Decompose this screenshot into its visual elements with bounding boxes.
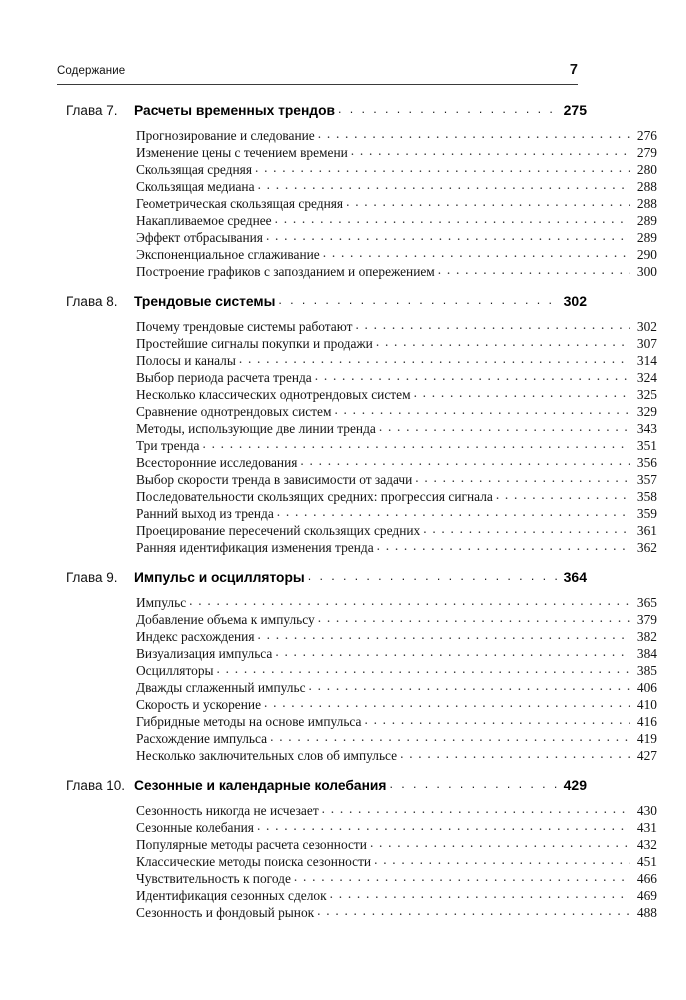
- toc-entry-row[interactable]: [66, 744, 657, 761]
- entry-page-number: 410: [636, 697, 657, 712]
- entry-title[interactable]: Сезонные колебания: [136, 820, 254, 835]
- toc-entry-row[interactable]: [66, 383, 657, 400]
- entry-title[interactable]: Скорость и ускорение: [136, 697, 262, 712]
- chapter-heading-row[interactable]: [66, 99, 587, 124]
- toc-entry-row[interactable]: [66, 417, 657, 434]
- entry-title[interactable]: Три тренда: [136, 438, 200, 453]
- entry-page-number: 288: [636, 179, 657, 194]
- toc-entry-row[interactable]: [66, 451, 657, 468]
- entry-title[interactable]: Сравнение однотрендовых систем: [136, 404, 332, 419]
- chapter-title[interactable]: Импульс и осцилляторы: [134, 570, 305, 585]
- dot-leader: [379, 417, 630, 433]
- entry-title[interactable]: Скользящая медиана: [136, 179, 255, 194]
- dot-leader: [355, 315, 630, 331]
- entry-page-number: 362: [636, 540, 657, 555]
- running-head-title: Содержание: [57, 65, 126, 77]
- chapter-block: [0, 566, 686, 761]
- toc-entry-row[interactable]: [66, 485, 657, 502]
- entry-page-number: 289: [636, 213, 657, 228]
- entry-title[interactable]: Скользящая средняя: [136, 162, 252, 177]
- entry-title[interactable]: Геометрическая скользящая средняя: [136, 196, 344, 211]
- entry-page-number: 469: [636, 888, 657, 903]
- toc-entry-row[interactable]: [66, 315, 657, 332]
- entry-page-number: 289: [636, 230, 657, 245]
- toc-entry-row[interactable]: [66, 366, 657, 383]
- entry-page-number: 432: [636, 837, 657, 852]
- entry-title[interactable]: Осцилляторы: [136, 663, 214, 678]
- entry-page-number: 343: [636, 421, 657, 436]
- dot-leader: [330, 884, 630, 900]
- dot-leader: [258, 625, 630, 641]
- toc-entry-row[interactable]: [66, 468, 657, 485]
- running-head-folio: 7: [569, 62, 578, 78]
- dot-leader: [275, 642, 630, 658]
- toc-entry-row[interactable]: [66, 502, 657, 519]
- dot-leader: [374, 850, 630, 866]
- toc-entry-row[interactable]: [66, 710, 657, 727]
- entry-title[interactable]: Несколько классических однотрендовых систем: [136, 387, 411, 402]
- entry-title[interactable]: Почему трендовые системы работают: [136, 319, 353, 334]
- dot-leader: [338, 99, 560, 115]
- dot-leader: [317, 901, 630, 917]
- entry-title[interactable]: Ранняя идентификация изменения тренда: [136, 540, 374, 555]
- dot-leader: [370, 833, 630, 849]
- chapter-block: [0, 290, 686, 553]
- dot-leader: [258, 175, 630, 191]
- dot-leader: [275, 209, 630, 225]
- dot-leader: [264, 693, 630, 709]
- chapter-label: Глава 8.: [66, 294, 118, 309]
- dot-leader: [377, 536, 630, 552]
- entry-page-number: 329: [636, 404, 657, 419]
- dot-leader: [309, 676, 630, 692]
- entry-page-number: 379: [636, 612, 657, 627]
- toc-entry-row[interactable]: [66, 175, 657, 192]
- entry-page-number: 358: [636, 489, 657, 504]
- dot-leader: [239, 349, 630, 365]
- chapter-heading-row[interactable]: [66, 290, 587, 315]
- dot-leader: [308, 566, 560, 582]
- dot-leader: [334, 400, 630, 416]
- entry-title[interactable]: Чувствительность к погоде: [136, 871, 291, 886]
- dot-leader: [438, 260, 630, 276]
- entry-title[interactable]: Выбор периода расчета тренда: [136, 370, 312, 385]
- toc-entry-row[interactable]: [66, 693, 657, 710]
- toc-entry-row[interactable]: [66, 799, 657, 816]
- entry-title[interactable]: Сезонность никогда не исчезает: [136, 803, 319, 818]
- entry-page-number: 406: [636, 680, 657, 695]
- entry-page-number: 451: [636, 854, 657, 869]
- dot-leader: [189, 591, 630, 607]
- chapter-label: Глава 10.: [66, 778, 125, 793]
- toc-entry-row[interactable]: [66, 867, 657, 884]
- entry-title[interactable]: Простейшие сигналы покупки и продажи: [136, 336, 373, 351]
- entry-title[interactable]: Прогнозирование и следование: [136, 128, 315, 143]
- entry-page-number: 466: [636, 871, 657, 886]
- chapter-title[interactable]: Расчеты временных трендов: [134, 103, 335, 118]
- entry-page-number: 307: [636, 336, 657, 351]
- entry-page-number: 351: [636, 438, 657, 453]
- entry-title[interactable]: Накапливаемое среднее: [136, 213, 272, 228]
- entry-page-number: 384: [636, 646, 657, 661]
- entry-title[interactable]: Популярные методы расчета сезонности: [136, 837, 367, 852]
- dot-leader: [202, 434, 630, 450]
- dot-leader: [255, 158, 630, 174]
- toc-entry-row[interactable]: [66, 642, 657, 659]
- toc-entry-row[interactable]: [66, 243, 657, 260]
- dot-leader: [346, 192, 630, 208]
- chapter-heading-row[interactable]: [66, 774, 587, 799]
- toc-entry-row[interactable]: [66, 608, 657, 625]
- chapter-label: Глава 9.: [66, 570, 118, 585]
- dot-leader: [376, 332, 630, 348]
- chapter-page-number: 364: [563, 569, 587, 585]
- entry-title[interactable]: Полосы и каналы: [136, 353, 236, 368]
- dot-leader: [351, 141, 630, 157]
- entry-title[interactable]: Построение графиков с запозданием и опережением: [136, 264, 435, 279]
- entry-title[interactable]: Последовательности скользящих средних: прогрессия сигнала: [136, 489, 493, 504]
- entry-page-number: 300: [636, 264, 657, 279]
- entry-title[interactable]: Выбор скорости тренда в зависимости от задачи: [136, 472, 413, 487]
- entry-title[interactable]: Методы, использующие две линии тренда: [136, 421, 376, 436]
- chapter-page-number: 302: [563, 293, 587, 309]
- toc-entry-row[interactable]: [66, 192, 657, 209]
- dot-leader: [423, 519, 630, 535]
- dot-leader: [318, 608, 630, 624]
- entry-page-number: 290: [636, 247, 657, 262]
- chapter-block: [0, 774, 686, 918]
- toc-entry-row[interactable]: [66, 536, 657, 553]
- entry-page-number: 302: [636, 319, 657, 334]
- entry-page-number: 325: [636, 387, 657, 402]
- dot-leader: [277, 502, 630, 518]
- entry-title[interactable]: Расхождение импульса: [136, 731, 268, 746]
- entry-page-number: 430: [636, 803, 657, 818]
- dot-leader: [364, 710, 630, 726]
- entry-page-number: 288: [636, 196, 657, 211]
- entry-title[interactable]: Гибридные методы на основе импульса: [136, 714, 362, 729]
- entry-title[interactable]: Всесторонние исследования: [136, 455, 298, 470]
- dot-leader: [400, 744, 630, 760]
- toc-entry-row[interactable]: [66, 850, 657, 867]
- entry-page-number: 279: [636, 145, 657, 160]
- entry-title[interactable]: Несколько заключительных слов об импульсе: [136, 748, 398, 763]
- toc-entry-row[interactable]: [66, 124, 657, 141]
- chapter-page-number: 429: [563, 777, 587, 793]
- dot-leader: [294, 867, 630, 883]
- entry-title[interactable]: Визуализация импульса: [136, 646, 273, 661]
- entry-page-number: 280: [636, 162, 657, 177]
- dot-leader: [270, 727, 630, 743]
- toc-entry-row[interactable]: [66, 519, 657, 536]
- chapter-heading-row[interactable]: [66, 566, 587, 591]
- header-rule: [57, 84, 578, 85]
- entry-title[interactable]: Проецирование пересечений скользящих средних: [136, 523, 421, 538]
- entry-page-number: 365: [636, 595, 657, 610]
- toc-entry-row[interactable]: [66, 625, 657, 642]
- entry-page-number: 431: [636, 820, 657, 835]
- table-of-contents: [0, 99, 686, 918]
- entry-page-number: 324: [636, 370, 657, 385]
- toc-entry-row[interactable]: [66, 901, 657, 918]
- dot-leader: [496, 485, 630, 501]
- dot-leader: [300, 451, 630, 467]
- entry-page-number: 416: [636, 714, 657, 729]
- toc-entry-row[interactable]: [66, 332, 657, 349]
- entry-title[interactable]: Классические методы поиска сезонности: [136, 854, 372, 869]
- entry-page-number: 385: [636, 663, 657, 678]
- entry-title[interactable]: Эффект отбрасывания: [136, 230, 263, 245]
- dot-leader: [323, 243, 630, 259]
- chapter-label: Глава 7.: [66, 103, 118, 118]
- chapter-page-number: 275: [563, 102, 587, 118]
- entry-title[interactable]: Экспоненциальное сглаживание: [136, 247, 320, 262]
- entry-title[interactable]: Индекс расхождения: [136, 629, 255, 644]
- entry-page-number: 427: [636, 748, 657, 763]
- toc-entry-row[interactable]: [66, 816, 657, 833]
- dot-leader: [257, 816, 630, 832]
- toc-entry-row[interactable]: [66, 727, 657, 744]
- entry-page-number: 359: [636, 506, 657, 521]
- entry-title[interactable]: Сезонность и фондовый рынок: [136, 905, 315, 920]
- chapter-title[interactable]: Сезонные и календарные колебания: [134, 778, 387, 793]
- toc-entry-row[interactable]: [66, 659, 657, 676]
- toc-entry-row[interactable]: [66, 833, 657, 850]
- entry-page-number: 382: [636, 629, 657, 644]
- toc-entry-row[interactable]: [66, 226, 657, 243]
- toc-entry-row[interactable]: [66, 400, 657, 417]
- dot-leader: [217, 659, 630, 675]
- dot-leader: [414, 383, 630, 399]
- toc-entry-row[interactable]: [66, 884, 657, 901]
- chapter-block: [0, 99, 686, 277]
- dot-leader: [266, 226, 630, 242]
- toc-entry-row[interactable]: [66, 260, 657, 277]
- entry-title[interactable]: Импульс: [136, 595, 187, 610]
- entry-page-number: 314: [636, 353, 657, 368]
- chapter-title[interactable]: Трендовые системы: [134, 294, 276, 309]
- entry-title[interactable]: Изменение цены с течением времени: [136, 145, 348, 160]
- toc-entry-row[interactable]: [66, 434, 657, 451]
- dot-leader: [278, 290, 560, 306]
- entry-title[interactable]: Идентификация сезонных сделок: [136, 888, 327, 903]
- running-head: [57, 62, 578, 78]
- entry-title[interactable]: Дважды сглаженный импульс: [136, 680, 306, 695]
- entry-title[interactable]: Добавление объема к импульсу: [136, 612, 315, 627]
- toc-entry-row[interactable]: [66, 141, 657, 158]
- toc-entry-row[interactable]: [66, 349, 657, 366]
- entry-page-number: 356: [636, 455, 657, 470]
- dot-leader: [415, 468, 630, 484]
- entry-page-number: 357: [636, 472, 657, 487]
- dot-leader: [315, 366, 630, 382]
- toc-entry-row[interactable]: [66, 158, 657, 175]
- toc-entry-row[interactable]: [66, 209, 657, 226]
- entry-title[interactable]: Ранний выход из тренда: [136, 506, 274, 521]
- dot-leader: [318, 124, 630, 140]
- entry-page-number: 488: [636, 905, 657, 920]
- entry-page-number: 276: [636, 128, 657, 143]
- toc-entry-row[interactable]: [66, 591, 657, 608]
- toc-entry-row[interactable]: [66, 676, 657, 693]
- dot-leader: [322, 799, 630, 815]
- dot-leader: [389, 774, 560, 790]
- entry-page-number: 361: [636, 523, 657, 538]
- entry-page-number: 419: [636, 731, 657, 746]
